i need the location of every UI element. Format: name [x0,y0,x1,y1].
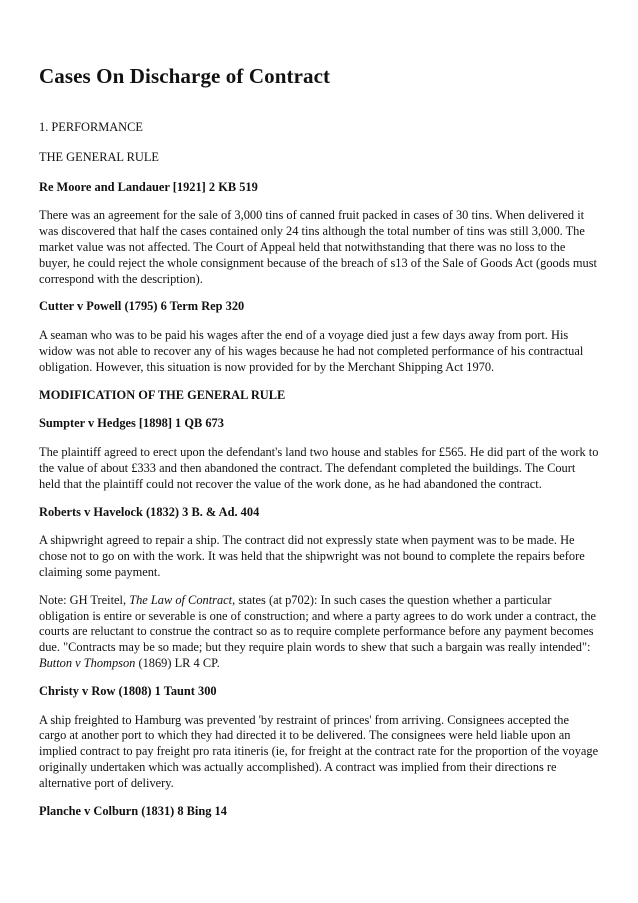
case-heading-sumpter: Sumpter v Hedges [1898] 1 QB 673 [39,416,224,431]
case-text-re-moore: There was an agreement for the sale of 3,000 tins of canned fruit packed in cases of 30 tins. When delivered it was discovered that half the cases contained only 24 tins although the total number of tins was still 3,000. The market value was not affected. The Court of Appeal held that notwithstanding that there was no loss to the buyer, he could reject the whole consignment because of the breach of s13 of the Sale of Goods Act (goods must correspond with the description). [39,208,597,286]
case-text-cutter: A seaman who was to be paid his wages after the end of a voyage died just a few days away from port. His widow was not able to recover any of his wages because he had not completed performance of his contractual obligation. However, this situation is now provided for by the Merchant Shipping Act 1970. [39,328,584,374]
document-content [39,62,599,832]
note-prefix: Note: GH Treitel, [39,592,130,607]
case-text-sumpter: The plaintiff agreed to erect upon the defendant's land two house and stables for £565. He did part of the work to the value of about £333 and then abandoned the contract. The defendant completed the buildings. The Court held that the plaintiff could not recover the value of the work done, as he had abandoned the contract. [39,445,599,491]
note-suffix: (1869) LR 4 CP. [135,655,220,670]
page-title: Cases On Discharge of Contract [39,64,331,88]
treitel-note [39,593,599,672]
case-heading-re-moore: Re Moore and Landauer [1921] 2 KB 519 [39,179,258,194]
case-text-christy: A ship freighted to Hamburg was prevented 'by restraint of princes' from arriving. Consignees accepted the cargo at another port to which they had directed it to be delivered. The consignees were held liable upon an implied contract to pay freight pro rata itineris (ie, for freight at the contract rate for the proportion of the voyage originally undertaken which was actually accomplished). A contract was implied from their directions re alternative port of delivery. [39,712,599,790]
note-middle: , states (at p702): In such cases the question whether a particular obligation is entire or severable is one of construction; and where a party agrees to do work under a contract, the courts are reluctant to construe the contract so as to require complete performance before any payment becomes due. "Contracts may be so made; but they require plain words to shew that such a bargain was really intended": [39,592,597,655]
section-general-rule: THE GENERAL RULE [39,149,159,164]
note-book-title: The Law of Contract [129,592,233,607]
section-performance: 1. PERFORMANCE [39,120,143,134]
case-heading-planche: Planche v Colburn (1831) 8 Bing 14 [39,803,227,818]
note-case-name: Button v Thompson [39,655,136,670]
case-heading-cutter: Cutter v Powell (1795) 6 Term Rep 320 [39,299,245,314]
modification-heading: MODIFICATION OF THE GENERAL RULE [39,387,286,402]
case-heading-roberts: Roberts v Havelock (1832) 3 B. & Ad. 404 [39,504,260,519]
case-text-roberts: A shipwright agreed to repair a ship. The contract did not expressly state when payment was to be made. He chose not to go on with the work. It was held that the shipwright was not bound to complete the repairs before claiming some payment. [39,533,585,579]
case-heading-christy: Christy v Row (1808) 1 Taunt 300 [39,683,217,698]
